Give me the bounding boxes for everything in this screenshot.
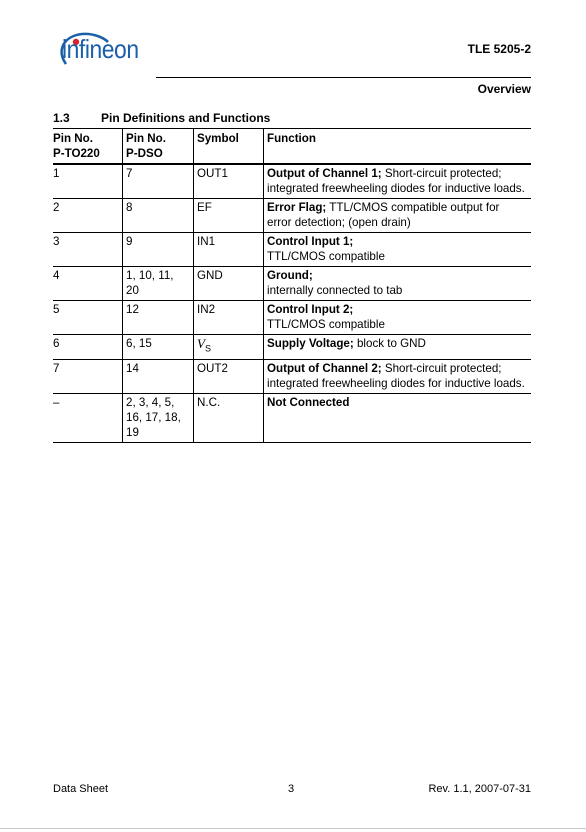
cell-to220: 1 bbox=[53, 164, 123, 199]
pin-definitions-table bbox=[53, 128, 531, 443]
cell-function: Not Connected bbox=[264, 393, 532, 442]
cell-to220: 7 bbox=[53, 359, 123, 393]
cell-dso: 9 bbox=[123, 233, 194, 267]
cell-to220: – bbox=[53, 393, 123, 442]
table-row bbox=[53, 267, 531, 301]
cell-dso: 7 bbox=[123, 164, 194, 199]
cell-symbol: N.C. bbox=[194, 393, 264, 442]
cell-symbol: IN1 bbox=[194, 233, 264, 267]
cell-to220: 3 bbox=[53, 233, 123, 267]
cell-function: Output of Channel 1; Short-circuit protected; integrated freewheeling diodes for inductive loads. bbox=[264, 164, 532, 199]
cell-symbol: GND bbox=[194, 267, 264, 301]
cell-dso: 8 bbox=[123, 199, 194, 233]
cell-dso: 6, 15 bbox=[123, 335, 194, 360]
cell-to220: 6 bbox=[53, 335, 123, 360]
cell-function: Control Input 1; TTL/CMOS compatible bbox=[264, 233, 532, 267]
cell-symbol: OUT2 bbox=[194, 359, 264, 393]
cell-symbol: IN2 bbox=[194, 301, 264, 335]
cell-to220: 5 bbox=[53, 301, 123, 335]
table-header-row bbox=[53, 129, 531, 165]
footer-doc-type: Data Sheet bbox=[53, 783, 109, 795]
cell-to220: 4 bbox=[53, 267, 123, 301]
section-label: Overview bbox=[477, 82, 531, 96]
cell-function: Control Input 2; TTL/CMOS compatible bbox=[264, 301, 532, 335]
cell-function: Output of Channel 2; Short-circuit protected; integrated freewheeling diodes for inductive loads. bbox=[264, 359, 532, 393]
cell-function: Ground; internally connected to tab bbox=[264, 267, 532, 301]
cell-symbol: $V_S$ bbox=[194, 335, 264, 360]
table-row bbox=[53, 301, 531, 335]
cell-dso: 12 bbox=[123, 301, 194, 335]
cell-dso: 1, 10, 11, 20 bbox=[123, 267, 194, 301]
table-row bbox=[53, 164, 531, 199]
table-row bbox=[53, 233, 531, 267]
cell-symbol: OUT1 bbox=[194, 164, 264, 199]
doc-title: TLE 5205-2 bbox=[467, 42, 531, 56]
cell-function: Error Flag; TTL/CMOS compatible output for error detection; (open drain) bbox=[264, 199, 532, 233]
footer-page-number: 3 bbox=[288, 783, 295, 795]
section-number: 1.3 bbox=[53, 111, 70, 125]
section-title: Pin Definitions and Functions bbox=[101, 111, 271, 125]
page-bottom-edge bbox=[0, 828, 586, 829]
header-symbol: Symbol bbox=[194, 129, 264, 165]
logo-text: infineon bbox=[62, 34, 139, 64]
cell-function: Supply Voltage; block to GND bbox=[264, 335, 532, 360]
cell-to220: 2 bbox=[53, 199, 123, 233]
section-heading bbox=[53, 111, 270, 125]
cell-dso: 14 bbox=[123, 359, 194, 393]
table-row bbox=[53, 359, 531, 393]
cell-symbol: EF bbox=[194, 199, 264, 233]
table-row bbox=[53, 335, 531, 360]
header-rule bbox=[156, 77, 531, 78]
table-row bbox=[53, 393, 531, 442]
header-function: Function bbox=[264, 129, 532, 165]
cell-dso: 2, 3, 4, 5, 16, 17, 18, 19 bbox=[123, 393, 194, 442]
table-row bbox=[53, 199, 531, 233]
header-pin-to220: Pin No. P-TO220 bbox=[53, 129, 123, 165]
footer-revision: Rev. 1.1, 2007-07-31 bbox=[428, 783, 531, 795]
header-pin-dso: Pin No. P-DSO bbox=[123, 129, 194, 165]
